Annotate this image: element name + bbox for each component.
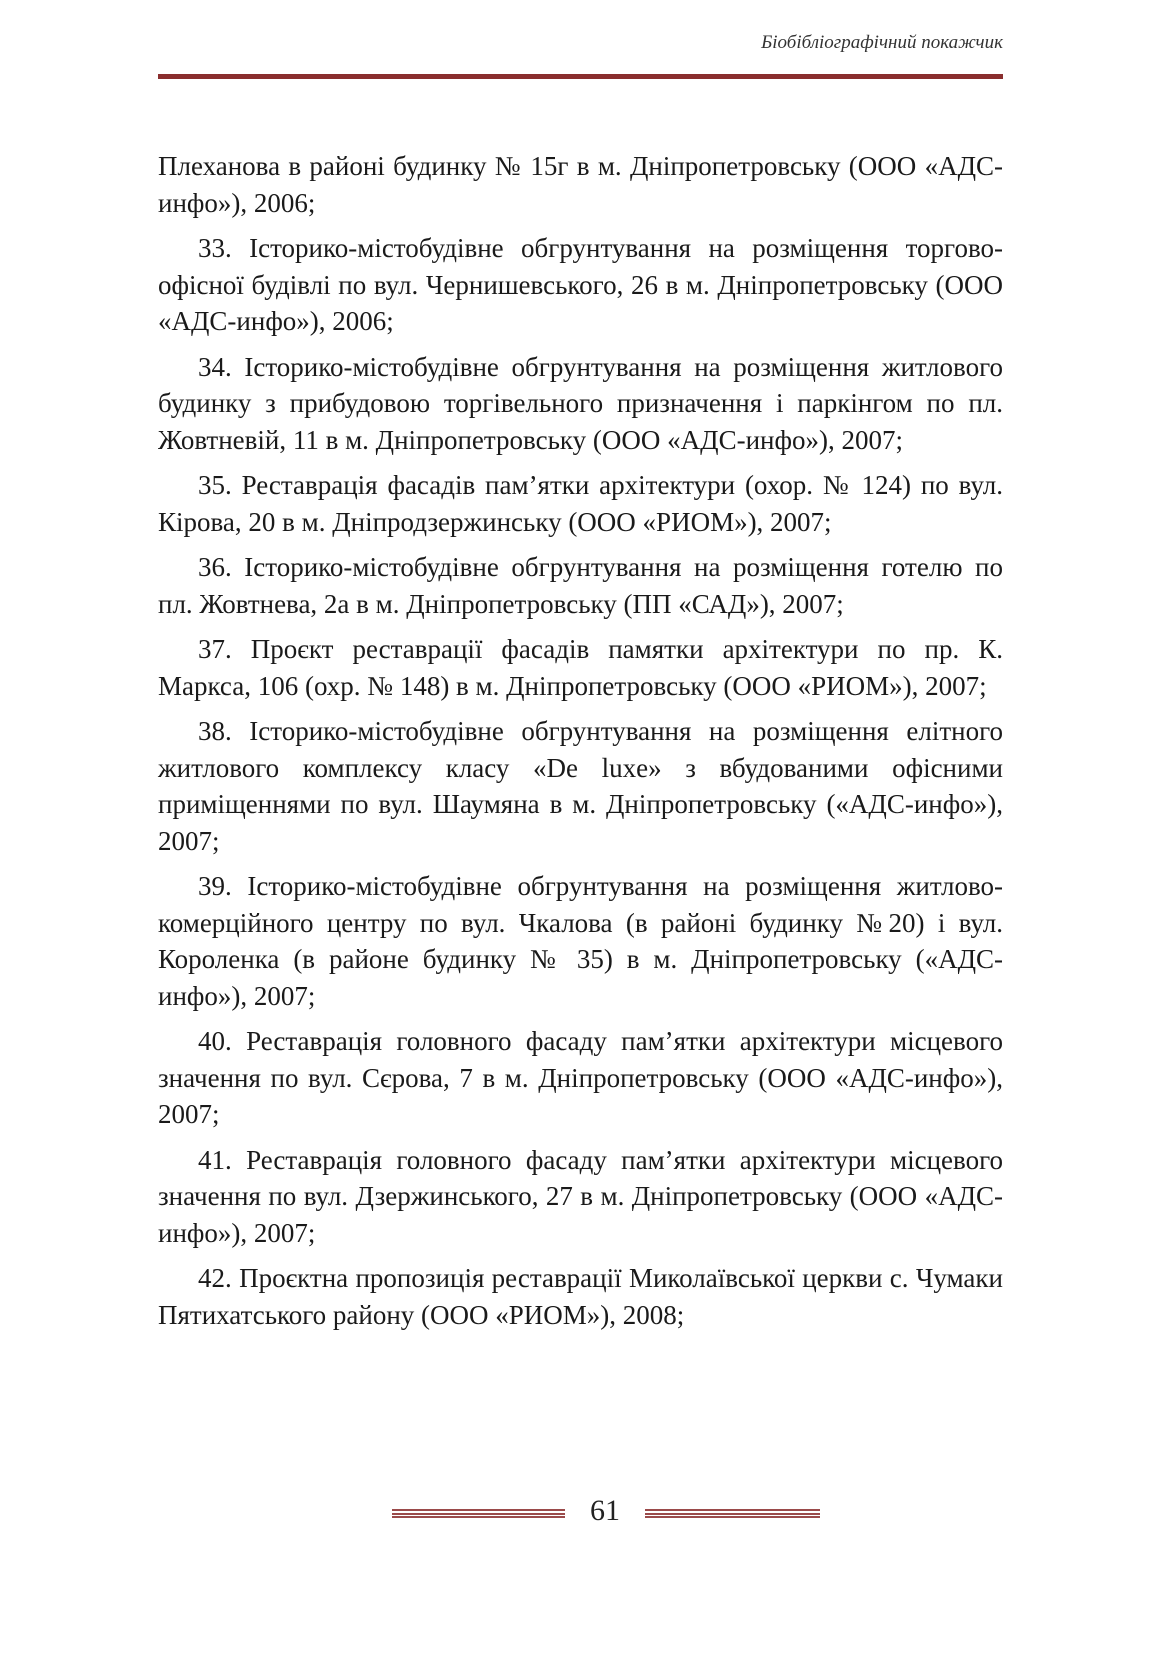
entry-35: 35. Реставрація фасадів пам’ятки архітектури (охор. № 124) по вул. Кірова, 20 в м. Дніпродзержинську (ООО «РИОМ»), 2007; (158, 470, 1003, 537)
header-rule (158, 74, 1003, 79)
footer-rule-right (645, 1509, 820, 1518)
page-number: 61 (590, 1494, 620, 1527)
entry-38: 38. Історико-містобудівне обгрунтування на розміщення елітного житлового комплексу класу «De luxe» з вбудованими офісними приміщеннями по вул. Шаумяна в м. Дніпропетровську («АДС-инфо»), 2007; (158, 716, 1003, 856)
continuation-paragraph: Плеханова в районі будинку № 15г в м. Дніпропетровську (ООО «АДС-инфо»), 2006; (158, 151, 1003, 218)
entry-34: 34. Історико-містобудівне обгрунтування на розміщення житлового будинку з прибудовою торгівельного призначення і паркінгом по пл. Жовтневій, 11 в м. Дніпропетровську (ООО «АДС-инфо»), 2007; (158, 351, 1003, 455)
entry-33: 33. Історико-містобудівне обгрунтування на розміщення торгово-офісної будівлі по вул. Чернишевського, 26 в м. Дніпропетровську (ООО «АДС-инфо»), 2006; (158, 233, 1003, 336)
entry-36: 36. Історико-містобудівне обгрунтування на розміщення готелю по пл. Жовтнева, 2а в м. Дніпропетровську (ПП «САД»), 2007; (158, 552, 1003, 619)
body-text (158, 148, 1003, 1342)
entry-39: 39. Історико-містобудівне обгрунтування на розміщення житлово-комерційного центру по вул. Чкалова (в районі будинку №20) і вул. Короленка (в районе будинку № 35) в м. Дніпропетровську («АДС-инфо»), 2007; (158, 871, 1003, 1011)
entry-40: 40. Реставрація головного фасаду пам’ятки архітектури місцевого значення по вул. Сєрова, 7 в м. Дніпропетровську (ООО «АДС-инфо»), 2007; (158, 1026, 1003, 1129)
entry-41: 41. Реставрація головного фасаду пам’ятки архітектури місцевого значення по вул. Дзержинського, 27 в м. Дніпропетровську (ООО «АДС-инфо»), 2007; (158, 1144, 1003, 1248)
entry-42: 42. Проєктна пропозиція реставрації Миколаївської церкви с. Чумаки Пятихатського району (ООО «РИОМ»), 2008; (158, 1263, 1003, 1330)
entry-37: 37. Проєкт реставрації фасадів памятки архітектури по пр. К. Маркса, 106 (охр. № 148) в м. Дніпропетровську (ООО «РИОМ»), 2007; (158, 634, 1003, 701)
running-header: Біобібліографічний покажчик (761, 32, 1003, 53)
page-footer (0, 1494, 1166, 1534)
footer-rule-left (392, 1509, 565, 1518)
